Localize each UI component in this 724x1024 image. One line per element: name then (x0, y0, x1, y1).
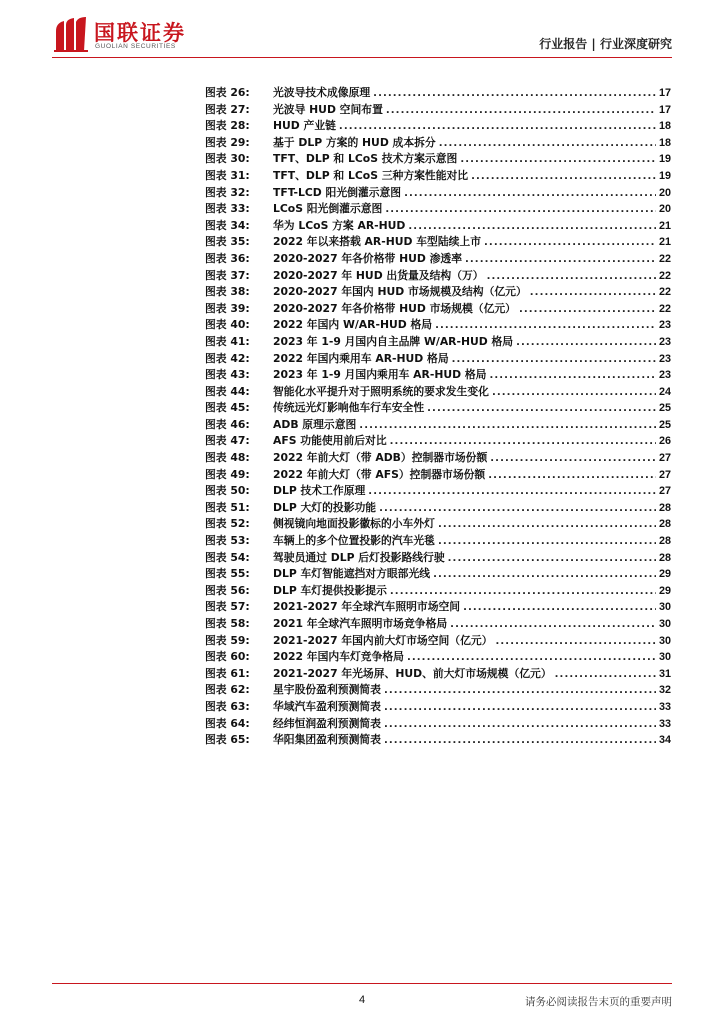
figure-title: DLP 技术工作原理 (273, 484, 366, 498)
toc-entry[interactable] (205, 583, 671, 600)
figure-label: 图表 36: (205, 251, 250, 265)
page-ref: 28 (658, 551, 671, 564)
dot-leader (489, 368, 656, 385)
page-ref: 25 (658, 402, 671, 415)
page-ref: 28 (658, 518, 671, 531)
toc-entry[interactable] (205, 85, 671, 102)
toc-entry[interactable] (205, 135, 671, 152)
dot-leader (452, 352, 656, 369)
dot-leader (433, 567, 656, 584)
toc-entry[interactable] (205, 118, 671, 135)
dot-leader (384, 700, 656, 717)
dot-leader (484, 235, 656, 252)
figure-label: 图表 39: (205, 301, 250, 315)
figure-label: 图表 42: (205, 351, 250, 365)
figure-title: 基于 DLP 方案的 HUD 成本拆分 (273, 135, 436, 149)
figure-title: AFS 功能使用前后对比 (273, 434, 387, 448)
figure-title: 驾驶员通过 DLP 后灯投影路线行驶 (273, 550, 445, 564)
toc-entry[interactable] (205, 467, 671, 484)
figure-label: 图表 62: (205, 683, 250, 697)
figure-title: 经纬恒润盈利预测简表 (273, 716, 381, 730)
dot-leader (463, 600, 656, 617)
figure-label: 图表 52: (205, 517, 250, 531)
page-ref: 18 (658, 136, 671, 149)
figure-title: 2020-2027 年各价格带 HUD 渗透率 (273, 251, 462, 265)
page-ref: 17 (658, 87, 671, 99)
toc-entry[interactable] (205, 151, 671, 168)
figure-title: 2022 年国内车灯竞争格局 (273, 650, 404, 664)
page-ref: 33 (658, 700, 671, 713)
page-ref: 32 (658, 684, 671, 697)
toc-entry[interactable] (205, 218, 671, 235)
figure-title: 2022 年国内 W/AR-HUD 格局 (273, 318, 433, 332)
dot-leader (390, 584, 656, 601)
figure-title: 侧视镜向地面投影徽标的小车外灯 (273, 517, 435, 531)
dot-leader (460, 152, 656, 169)
page-ref: 18 (658, 120, 671, 133)
page-ref: 20 (658, 186, 671, 199)
company-logo (52, 17, 202, 53)
header-divider (52, 57, 672, 58)
logo-mark-icon (52, 17, 90, 53)
page-ref: 27 (658, 468, 671, 481)
figure-label: 图表 33: (205, 202, 250, 216)
figure-label: 图表 31: (205, 168, 250, 182)
disclaimer: 请务必阅读报告末页的重要声明 (525, 996, 672, 1008)
figure-title: 2022 年以来搭载 AR-HUD 车型陆续上市 (273, 235, 482, 249)
toc-entry[interactable] (205, 317, 671, 334)
toc-entry[interactable] (205, 500, 671, 517)
figure-title: 2020-2027 年 HUD 出货量及结构（万） (273, 268, 484, 282)
figure-title: 2021 年全球汽车照明市场竞争格局 (273, 617, 448, 630)
figure-label: 图表 60: (205, 650, 250, 664)
page-ref: 21 (658, 236, 671, 249)
figure-title: 2022 年前大灯（带 ADB）控制器市场份额 (273, 451, 488, 465)
figure-label: 图表 63: (205, 699, 250, 713)
figure-label: 图表 64: (205, 716, 250, 730)
dot-leader (386, 103, 656, 120)
figure-label: 图表 49: (205, 467, 250, 481)
figure-title: 2021-2027 年全球汽车照明市场空间 (273, 600, 461, 614)
page-ref: 30 (658, 651, 671, 664)
figure-label: 图表 43: (205, 368, 250, 382)
toc-entry[interactable] (205, 201, 671, 218)
page-ref: 33 (658, 717, 671, 730)
dot-leader (435, 318, 656, 335)
dot-leader (471, 169, 656, 186)
dot-leader (555, 667, 656, 684)
page-ref: 27 (658, 485, 671, 498)
toc-entry[interactable] (205, 649, 671, 666)
figure-label: 图表 28: (205, 119, 250, 133)
figure-title: LCoS 阳光倒灌示意图 (273, 202, 383, 216)
dot-leader (384, 733, 656, 750)
dot-leader (339, 119, 656, 136)
toc-entry[interactable] (205, 699, 671, 716)
figure-label: 图表 44: (205, 384, 250, 398)
page-ref: 26 (658, 435, 671, 448)
figure-label: 图表 35: (205, 235, 250, 249)
figure-label: 图表 58: (205, 617, 250, 630)
figure-label: 图表 65: (205, 733, 250, 747)
dot-leader (438, 517, 656, 534)
page-ref: 22 (658, 302, 671, 315)
figure-label: 图表 37: (205, 268, 250, 282)
toc-entry[interactable] (205, 284, 671, 301)
dot-leader (359, 418, 656, 435)
figure-title: ADB 原理示意图 (273, 417, 357, 431)
figure-label: 图表 30: (205, 152, 250, 166)
dot-leader (492, 385, 656, 402)
toc-entry[interactable] (205, 433, 671, 450)
page-ref: 17 (658, 103, 671, 116)
figure-label: 图表 27: (205, 102, 250, 116)
page-ref: 23 (658, 335, 671, 348)
figure-label: 图表 54: (205, 550, 250, 564)
figure-label: 图表 41: (205, 334, 250, 348)
dot-leader (490, 451, 656, 468)
page-ref: 22 (658, 286, 671, 299)
figure-label: 图表 45: (205, 401, 250, 415)
figure-title: 华阳集团盈利预测简表 (273, 733, 381, 747)
figure-title: TFT、DLP 和 LCoS 三种方案性能对比 (273, 168, 469, 182)
dot-leader (379, 501, 656, 518)
toc-entry[interactable] (205, 616, 671, 633)
toc-entry[interactable] (205, 400, 671, 417)
toc-entry[interactable] (205, 102, 671, 119)
logo-chinese-name: 国联证券 (94, 21, 186, 45)
figure-title: 2023 年 1-9 月国内乘用车 AR-HUD 格局 (273, 368, 487, 382)
page-ref: 25 (658, 418, 671, 431)
figure-label: 图表 46: (205, 417, 250, 431)
figure-label: 图表 59: (205, 633, 250, 647)
figure-title: 华为 LCoS 方案 AR-HUD (273, 218, 406, 232)
figure-title: 2021-2027 年光场屏、HUD、前大灯市场规模（亿元） (273, 666, 552, 680)
toc-entry[interactable] (205, 234, 671, 251)
page-ref: 28 (658, 535, 671, 548)
figure-title: 2021-2027 年国内前大灯市场空间（亿元） (273, 633, 493, 647)
figure-title: 华域汽车盈利预测简表 (273, 699, 381, 713)
page-ref: 24 (658, 385, 671, 398)
page-ref: 22 (658, 252, 671, 265)
dot-leader (465, 252, 656, 269)
figure-title: 传统远光灯影响他车行车安全性 (273, 401, 425, 415)
figure-label: 图表 38: (205, 285, 250, 299)
figure-title: TFT、DLP 和 LCoS 技术方案示意图 (273, 152, 458, 166)
toc-entry[interactable] (205, 185, 671, 202)
dot-leader (390, 434, 656, 451)
page-ref: 19 (658, 153, 671, 166)
figure-title: 光波导技术成像原理 (273, 86, 371, 99)
figure-label: 图表 48: (205, 451, 250, 465)
logo-english-name: GUOLIAN SECURITIES (95, 43, 176, 50)
footer-divider (52, 983, 672, 984)
page-ref: 30 (658, 618, 671, 630)
toc-entry[interactable] (205, 599, 671, 616)
dot-leader (439, 136, 656, 153)
dot-leader (487, 269, 656, 286)
dot-leader (496, 634, 656, 651)
page-ref: 31 (658, 667, 671, 680)
figure-label: 图表 55: (205, 567, 250, 581)
dot-leader (385, 202, 656, 219)
toc-entry[interactable] (205, 450, 671, 467)
toc-entry[interactable] (205, 417, 671, 434)
toc-entry[interactable] (205, 168, 671, 185)
figure-label: 图表 61: (205, 666, 250, 680)
figure-title: 2020-2027 年各价格带 HUD 市场规模（亿元） (273, 301, 516, 315)
figure-title: 2022 年前大灯（带 AFS）控制器市场份额 (273, 467, 486, 481)
dot-leader (427, 401, 656, 418)
page-header (0, 0, 724, 60)
page-ref: 34 (658, 734, 671, 747)
figure-title: 星宇股份盈利预测简表 (273, 683, 381, 697)
page-ref: 30 (658, 601, 671, 614)
figure-label: 图表 50: (205, 484, 250, 498)
figure-label: 图表 51: (205, 500, 250, 514)
dot-leader (488, 468, 656, 485)
figure-label: 图表 26: (205, 86, 250, 99)
dot-leader (450, 617, 656, 634)
report-type: 行业报告 | 行业深度研究 (539, 37, 672, 51)
toc-entry[interactable] (205, 384, 671, 401)
toc-entry[interactable] (205, 268, 671, 285)
toc-entry[interactable] (205, 351, 671, 368)
dot-leader (519, 302, 656, 319)
toc-entry[interactable] (205, 516, 671, 533)
figure-label: 图表 29: (205, 135, 250, 149)
figure-title: 2022 年国内乘用车 AR-HUD 格局 (273, 351, 449, 365)
page-number: 4 (358, 994, 366, 1006)
page-ref: 21 (658, 219, 671, 232)
figure-title: DLP 大灯的投影功能 (273, 500, 377, 514)
toc-entry[interactable] (205, 716, 671, 733)
figure-title: TFT-LCD 阳光倒灌示意图 (273, 185, 402, 199)
page-ref: 30 (658, 634, 671, 647)
toc-entry[interactable] (205, 533, 671, 550)
dot-leader (373, 86, 656, 103)
figure-label: 图表 53: (205, 534, 250, 548)
page-ref: 23 (658, 369, 671, 382)
dot-leader (384, 717, 656, 734)
page-ref: 23 (658, 319, 671, 332)
figure-label: 图表 32: (205, 185, 250, 199)
dot-leader (516, 335, 656, 352)
toc-entry[interactable] (205, 682, 671, 699)
toc-entry[interactable] (205, 566, 671, 583)
dot-leader (448, 551, 656, 568)
page-ref: 29 (658, 568, 671, 581)
dot-leader (408, 219, 656, 236)
figure-label: 图表 40: (205, 318, 250, 332)
dot-leader (407, 650, 656, 667)
figure-title: 车辆上的多个位置投影的汽车光毯 (273, 534, 435, 548)
figure-title: DLP 车灯智能遮挡对方眼部光线 (273, 567, 431, 581)
figure-list (205, 85, 671, 749)
toc-entry[interactable] (205, 633, 671, 650)
toc-entry[interactable] (205, 666, 671, 683)
dot-leader (384, 683, 656, 700)
page-ref: 22 (658, 269, 671, 282)
figure-title: 2020-2027 年国内 HUD 市场规模及结构（亿元） (273, 285, 527, 299)
figure-label: 图表 56: (205, 583, 250, 597)
figure-title: HUD 产业链 (273, 119, 336, 133)
toc-entry[interactable] (205, 550, 671, 567)
toc-entry[interactable] (205, 251, 671, 268)
page-ref: 23 (658, 352, 671, 365)
figure-title: DLP 车灯提供投影提示 (273, 583, 387, 597)
toc-entry[interactable] (205, 732, 671, 749)
figure-title: 光波导 HUD 空间布置 (273, 102, 383, 116)
page-ref: 28 (658, 501, 671, 514)
dot-leader (438, 534, 656, 551)
dot-leader (404, 186, 656, 203)
page-ref: 19 (658, 169, 671, 182)
toc-entry[interactable] (205, 367, 671, 384)
toc-entry[interactable] (205, 301, 671, 318)
page-ref: 29 (658, 584, 671, 597)
toc-entry[interactable] (205, 334, 671, 351)
toc-entry[interactable] (205, 483, 671, 500)
figure-label: 图表 57: (205, 600, 250, 614)
page-ref: 20 (658, 203, 671, 216)
figure-title: 智能化水平提升对于照明系统的要求发生变化 (273, 384, 489, 398)
figure-label: 图表 47: (205, 434, 250, 448)
page-ref: 27 (658, 452, 671, 465)
figure-label: 图表 34: (205, 218, 250, 232)
dot-leader (368, 484, 656, 501)
dot-leader (530, 285, 656, 302)
figure-title: 2023 年 1-9 月国内自主品牌 W/AR-HUD 格局 (273, 334, 514, 348)
